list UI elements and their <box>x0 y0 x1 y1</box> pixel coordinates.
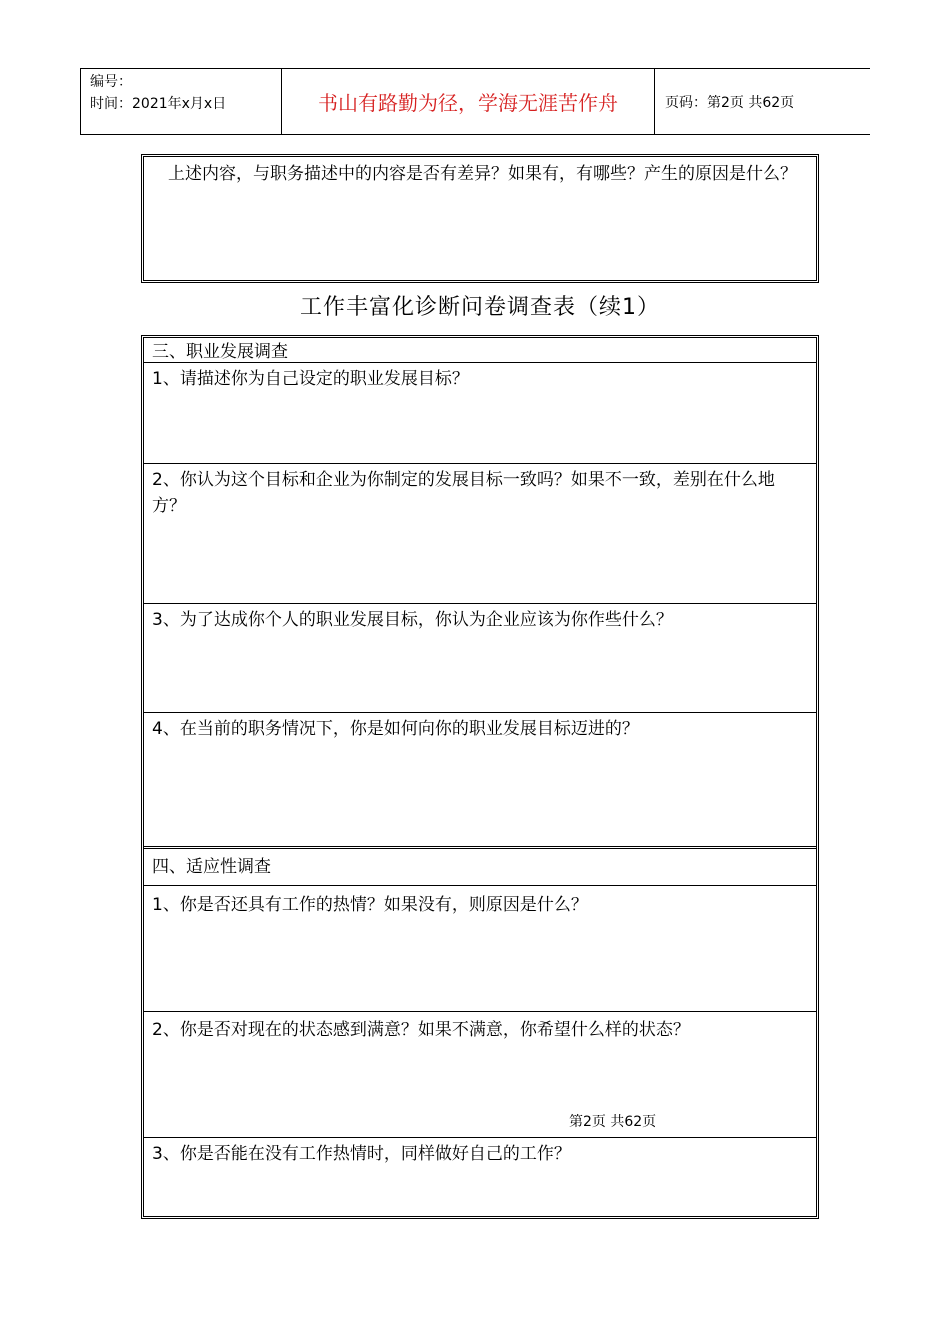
time-label: 时间：2021年x月x日 <box>90 96 227 112</box>
intro-question-box <box>141 154 819 283</box>
question-text: 1、你是否还具有工作的热情？如果没有，则原因是什么？ <box>152 895 588 915</box>
page-header <box>80 68 870 135</box>
question-text: 2、你认为这个目标和企业为你制定的发展目标一致吗？如果不一致，差别在什么地方？ <box>152 470 775 516</box>
page-footer: 第2页 共62页 <box>569 1114 657 1130</box>
page-title: 工作丰富化诊断问卷调查表（续1） <box>300 295 660 320</box>
section4-q1 <box>144 886 816 1012</box>
header-meta <box>81 69 282 134</box>
section4-q3 <box>144 1138 816 1218</box>
question-text: 2、你是否对现在的状态感到满意？如果不满意，你希望什么样的状态？ <box>152 1020 690 1040</box>
page-info: 页码：第2页 共62页 <box>665 94 795 111</box>
code-label: 编号： <box>90 74 132 90</box>
question-text: 3、你是否能在没有工作热情时，同样做好自己的工作？ <box>152 1144 571 1164</box>
question-text: 3、为了达成你个人的职业发展目标，你认为企业应该为你作些什么？ <box>152 610 673 630</box>
question-text: 1、请描述你为自己设定的职业发展目标？ <box>152 369 469 389</box>
intro-question: 上述内容，与职务描述中的内容是否有差异？如果有，有哪些？产生的原因是什么？ <box>168 164 797 184</box>
motto: 书山有路勤为径，学海无涯苦作舟 <box>282 69 655 134</box>
section3-q3 <box>144 604 816 713</box>
section3-q4 <box>144 713 816 846</box>
question-text: 4、在当前的职务情况下，你是如何向你的职业发展目标迈进的？ <box>152 719 639 739</box>
section4-heading: 四、适应性调查 <box>144 849 816 886</box>
section3-heading: 三、职业发展调查 <box>144 338 816 363</box>
section3-q2 <box>144 464 816 604</box>
questionnaire-table <box>141 335 819 1219</box>
section3-q1 <box>144 363 816 464</box>
section4-q2 <box>144 1012 816 1138</box>
